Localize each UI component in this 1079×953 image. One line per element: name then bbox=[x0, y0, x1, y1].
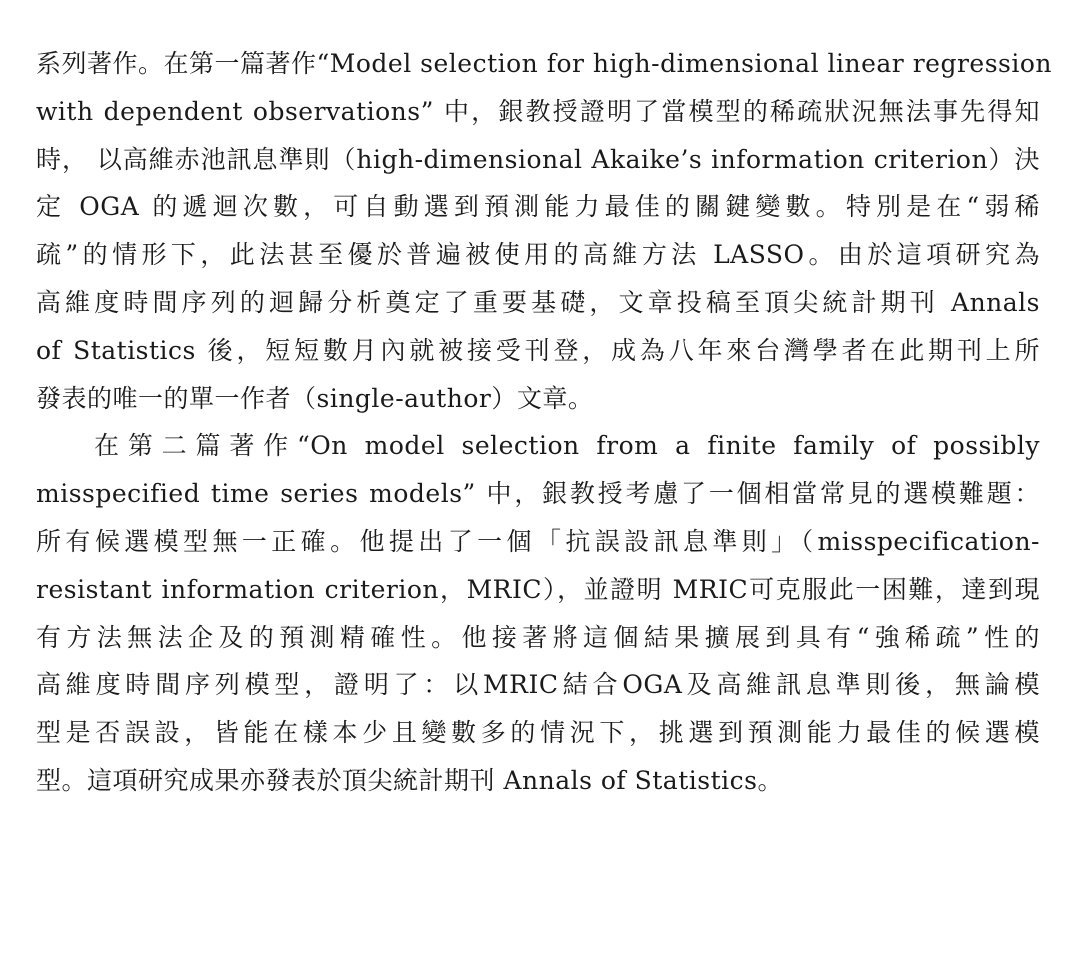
text-line: 有方法無法企及的預測精確性。他接著將這個結果擴展到具有“強稀疏”性的 bbox=[36, 622, 1040, 652]
text-line-last: 發表的唯一的單一作者（single-author）文章。 bbox=[36, 383, 594, 413]
text-line: 型是否誤設，皆能在樣本少且變數多的情況下，挑選到預測能力最佳的候選模 bbox=[36, 718, 1040, 748]
text-line: misspecified time series models” 中，銀教授考慮了一個相當常見的選模難題： bbox=[36, 479, 1040, 509]
text-line: 疏”的情形下，此法甚至優於普遍被使用的高維方法 LASSO。由於這項研究為 bbox=[36, 240, 1040, 270]
text-line: resistant information criterion，MRIC），並證明 MRIC可克服此一困難，達到現 bbox=[36, 574, 1040, 604]
paragraph-1 bbox=[36, 40, 1052, 422]
paragraph-2 bbox=[36, 422, 1040, 804]
text-line: 高維度時間序列的迴歸分析奠定了重要基礎，文章投稿至頂尖統計期刊 Annals bbox=[36, 287, 1040, 317]
text-line: of Statistics 後，短短數月內就被接受刊登，成為八年來台灣學者在此期刊上所 bbox=[36, 335, 1040, 365]
text-line-indented: 在第二篇著作“On model selection from a finite family of possibly bbox=[94, 431, 1040, 461]
text-line: 定 OGA 的遞迴次數，可自動選到預測能力最佳的關鍵變數。特別是在“弱稀 bbox=[36, 192, 1040, 222]
text-line: with dependent observations” 中，銀教授證明了當模型的稀疏狀況無法事先得知 bbox=[36, 96, 1040, 126]
text-line-last: 型。這項研究成果亦發表於頂尖統計期刊 Annals of Statistics。 bbox=[36, 765, 783, 795]
text-line: 時， 以高維赤池訊息準則（high-dimensional Akaike’s information criterion）決 bbox=[36, 144, 1040, 174]
text-line: 系列著作。在第一篇著作“Model selection for high-dimensional linear regression bbox=[36, 49, 1052, 78]
text-line: 所有候選模型無一正確。他提出了一個「抗誤設訊息準則」（misspecification- bbox=[36, 526, 1040, 556]
document-body bbox=[36, 40, 1052, 805]
text-line: 高維度時間序列模型，證明了：以MRIC結合OGA及高維訊息準則後，無論模 bbox=[36, 670, 1040, 700]
